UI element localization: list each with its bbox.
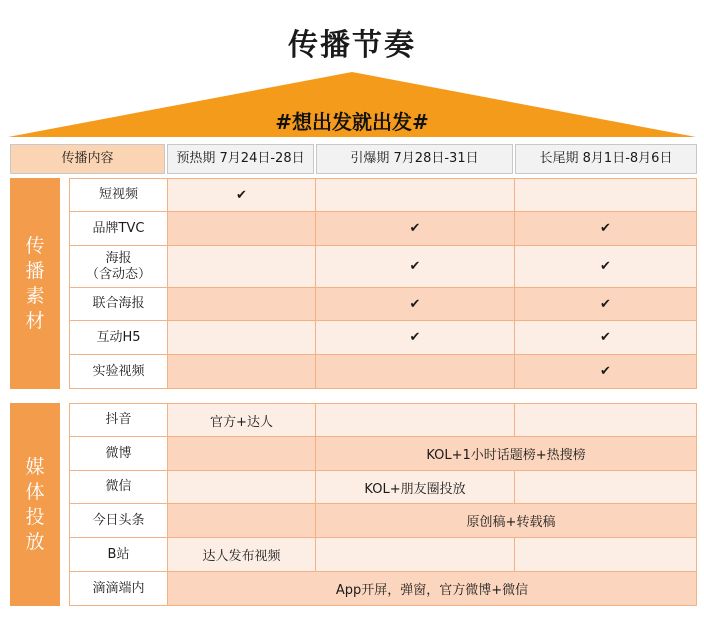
row-label-toutiao: 今日头条 xyxy=(69,504,168,538)
row-label-experiment-video: 实验视频 xyxy=(69,355,168,389)
row-label-douyin: 抖音 xyxy=(69,404,168,437)
row-label-joint-poster: 联合海报 xyxy=(69,288,168,321)
cell-toutiao-plan: 原创稿+转载稿 xyxy=(316,504,697,538)
section-label-media xyxy=(10,403,60,606)
cell-weibo-plan: KOL+1小时话题榜+热搜榜 xyxy=(316,437,697,471)
header-period-tail: 长尾期 8月1日-8月6日 xyxy=(515,144,697,174)
cell-douyin-plan: 官方+达人 xyxy=(168,404,316,437)
cell-wechat-tail xyxy=(515,471,697,504)
page-title: 传播节奏 xyxy=(288,28,416,63)
cell-bilibili-tail xyxy=(515,538,697,572)
row-label-brand-tvc: 品牌TVC xyxy=(69,212,168,246)
cell-experiment-video-burst xyxy=(316,355,515,389)
row-label-weibo: 微博 xyxy=(69,437,168,471)
cell-wechat-warmup xyxy=(168,471,316,504)
cell-brand-tvc-tail: ✔ xyxy=(515,212,697,246)
row-label-bilibili: B站 xyxy=(69,538,168,572)
cell-short-video-tail xyxy=(515,179,697,212)
cell-douyin-tail xyxy=(515,404,697,437)
cell-poster-tail: ✔ xyxy=(515,246,697,288)
cell-joint-poster-burst: ✔ xyxy=(316,288,515,321)
row-label-poster: 海报 （含动态） xyxy=(69,246,168,288)
cell-short-video-warmup: ✔ xyxy=(168,179,316,212)
section-label-materials xyxy=(10,178,60,389)
section-label-materials-text: 传播素材 xyxy=(25,234,45,332)
cell-h5-warmup xyxy=(168,321,316,355)
header-period-warmup: 预热期 7月24日-28日 xyxy=(167,144,314,174)
cell-experiment-video-warmup xyxy=(168,355,316,389)
section-label-media-text: 媒体投放 xyxy=(25,455,45,553)
row-label-h5: 互动H5 xyxy=(69,321,168,355)
header-period-burst: 引爆期 7月28日-31日 xyxy=(316,144,513,174)
cell-bilibili-plan: 达人发布视频 xyxy=(168,538,316,572)
cell-joint-poster-warmup xyxy=(168,288,316,321)
cell-douyin-burst xyxy=(316,404,515,437)
header-content-label: 传播内容 xyxy=(10,144,165,174)
cell-short-video-burst xyxy=(316,179,515,212)
cell-poster-warmup xyxy=(168,246,316,288)
cell-h5-burst: ✔ xyxy=(316,321,515,355)
cell-poster-burst: ✔ xyxy=(316,246,515,288)
slogan: #想出发就出发# xyxy=(275,110,429,134)
cell-h5-tail: ✔ xyxy=(515,321,697,355)
cell-brand-tvc-warmup xyxy=(168,212,316,246)
cell-weibo-warmup xyxy=(168,437,316,471)
cell-joint-poster-tail: ✔ xyxy=(515,288,697,321)
cell-didi-plan: App开屏，弹窗，官方微博+微信 xyxy=(168,572,697,606)
row-label-wechat: 微信 xyxy=(69,471,168,504)
cell-wechat-plan: KOL+朋友圈投放 xyxy=(316,471,515,504)
cell-bilibili-burst xyxy=(316,538,515,572)
cell-experiment-video-tail: ✔ xyxy=(515,355,697,389)
row-label-short-video: 短视频 xyxy=(69,179,168,212)
cell-toutiao-warmup xyxy=(168,504,316,538)
cell-brand-tvc-burst: ✔ xyxy=(316,212,515,246)
row-label-didi: 滴滴端内 xyxy=(69,572,168,606)
